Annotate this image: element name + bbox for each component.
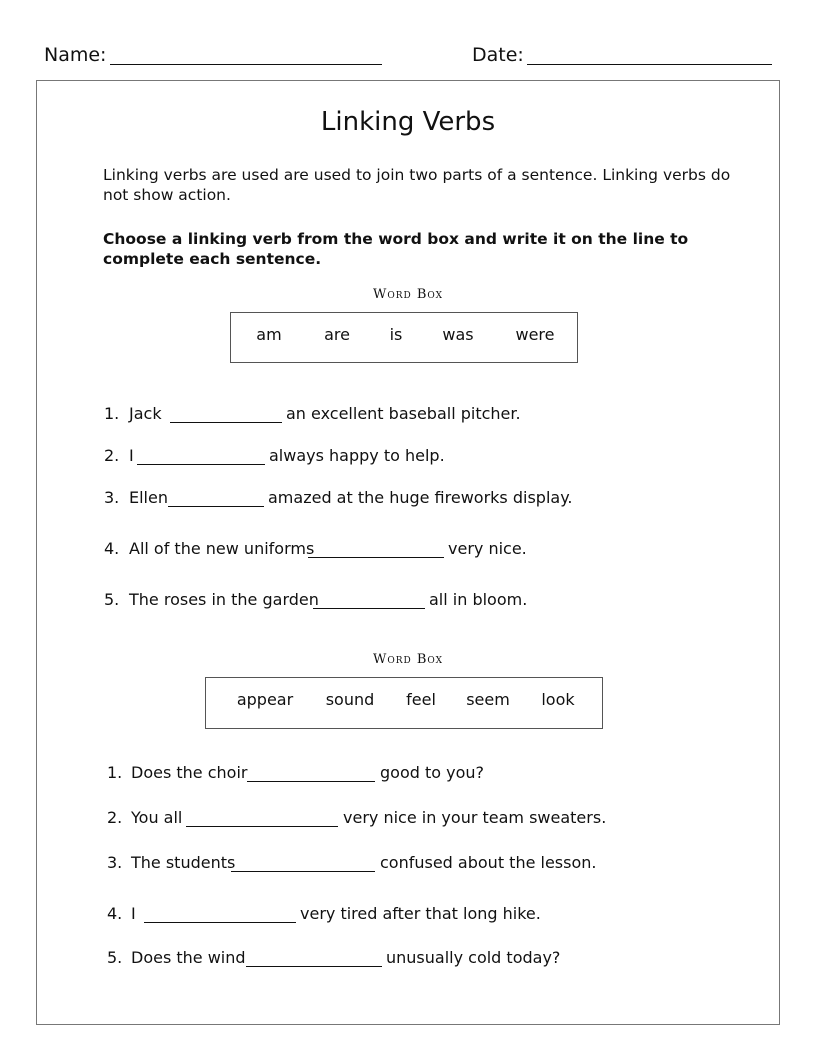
question-number: 4. <box>104 539 120 558</box>
question-text: amazed at the huge fireworks display. <box>268 488 573 507</box>
answer-blank[interactable] <box>231 871 375 872</box>
date-line[interactable] <box>527 64 772 65</box>
word-box-2-label: Word Box <box>372 652 444 667</box>
answer-blank[interactable] <box>168 506 264 507</box>
question-text: Ellen <box>129 488 168 507</box>
word-box-1-label: Word Box <box>372 287 444 302</box>
answer-blank[interactable] <box>186 826 338 827</box>
date-label: Date: <box>472 44 524 66</box>
word-box-2 <box>205 677 603 729</box>
answer-blank[interactable] <box>170 422 282 423</box>
answer-blank[interactable] <box>137 464 265 465</box>
question-text: Does the choir <box>131 763 248 782</box>
question-text: very nice. <box>448 539 527 558</box>
question-text: You all <box>131 808 183 827</box>
answer-blank[interactable] <box>246 966 382 967</box>
word-box-word: is <box>389 325 403 344</box>
question-text: I <box>131 904 136 923</box>
worksheet-title: Linking Verbs <box>320 107 496 137</box>
intro-text: Linking verbs are used are used to join two parts of a sentence. Linking verbs do not show action. <box>103 166 731 204</box>
answer-blank[interactable] <box>308 557 444 558</box>
question-number: 2. <box>104 446 120 465</box>
question-number: 2. <box>107 808 123 827</box>
word-box-word: am <box>256 325 282 344</box>
word-box-word: were <box>515 325 555 344</box>
question-text: always happy to help. <box>269 446 445 465</box>
name-line[interactable] <box>110 64 382 65</box>
word-box-word: was <box>442 325 474 344</box>
question-text: good to you? <box>380 763 485 782</box>
word-box-word: are <box>324 325 350 344</box>
word-box-word: seem <box>466 690 510 709</box>
instructions-text: Choose a linking verb from the word box and write it on the line to complete each sentence. <box>103 230 689 268</box>
question-text: very nice in your team sweaters. <box>343 808 607 827</box>
word-box-word: sound <box>325 690 375 709</box>
question-number: 3. <box>104 488 120 507</box>
question-number: 1. <box>107 763 123 782</box>
word-box-word: appear <box>236 690 294 709</box>
answer-blank[interactable] <box>313 608 425 609</box>
question-text: The roses in the garden <box>129 590 319 609</box>
word-box-word: look <box>541 690 575 709</box>
question-text: confused about the lesson. <box>380 853 597 872</box>
question-number: 1. <box>104 404 120 423</box>
word-box-word: feel <box>406 690 436 709</box>
question-text: All of the new uniforms <box>129 539 315 558</box>
question-text: Does the wind <box>131 948 246 967</box>
question-number: 5. <box>104 590 120 609</box>
question-number: 4. <box>107 904 123 923</box>
word-box-1 <box>230 312 578 363</box>
question-text: I <box>129 446 134 465</box>
question-text: all in bloom. <box>429 590 528 609</box>
worksheet-frame <box>36 80 780 1025</box>
question-text: unusually cold today? <box>386 948 561 967</box>
question-text: very tired after that long hike. <box>300 904 541 923</box>
answer-blank[interactable] <box>144 922 296 923</box>
question-number: 5. <box>107 948 123 967</box>
question-number: 3. <box>107 853 123 872</box>
question-text: an excellent baseball pitcher. <box>286 404 521 423</box>
name-label: Name: <box>44 44 107 66</box>
answer-blank[interactable] <box>247 781 375 782</box>
question-text: Jack <box>129 404 162 423</box>
question-text: The students <box>131 853 236 872</box>
